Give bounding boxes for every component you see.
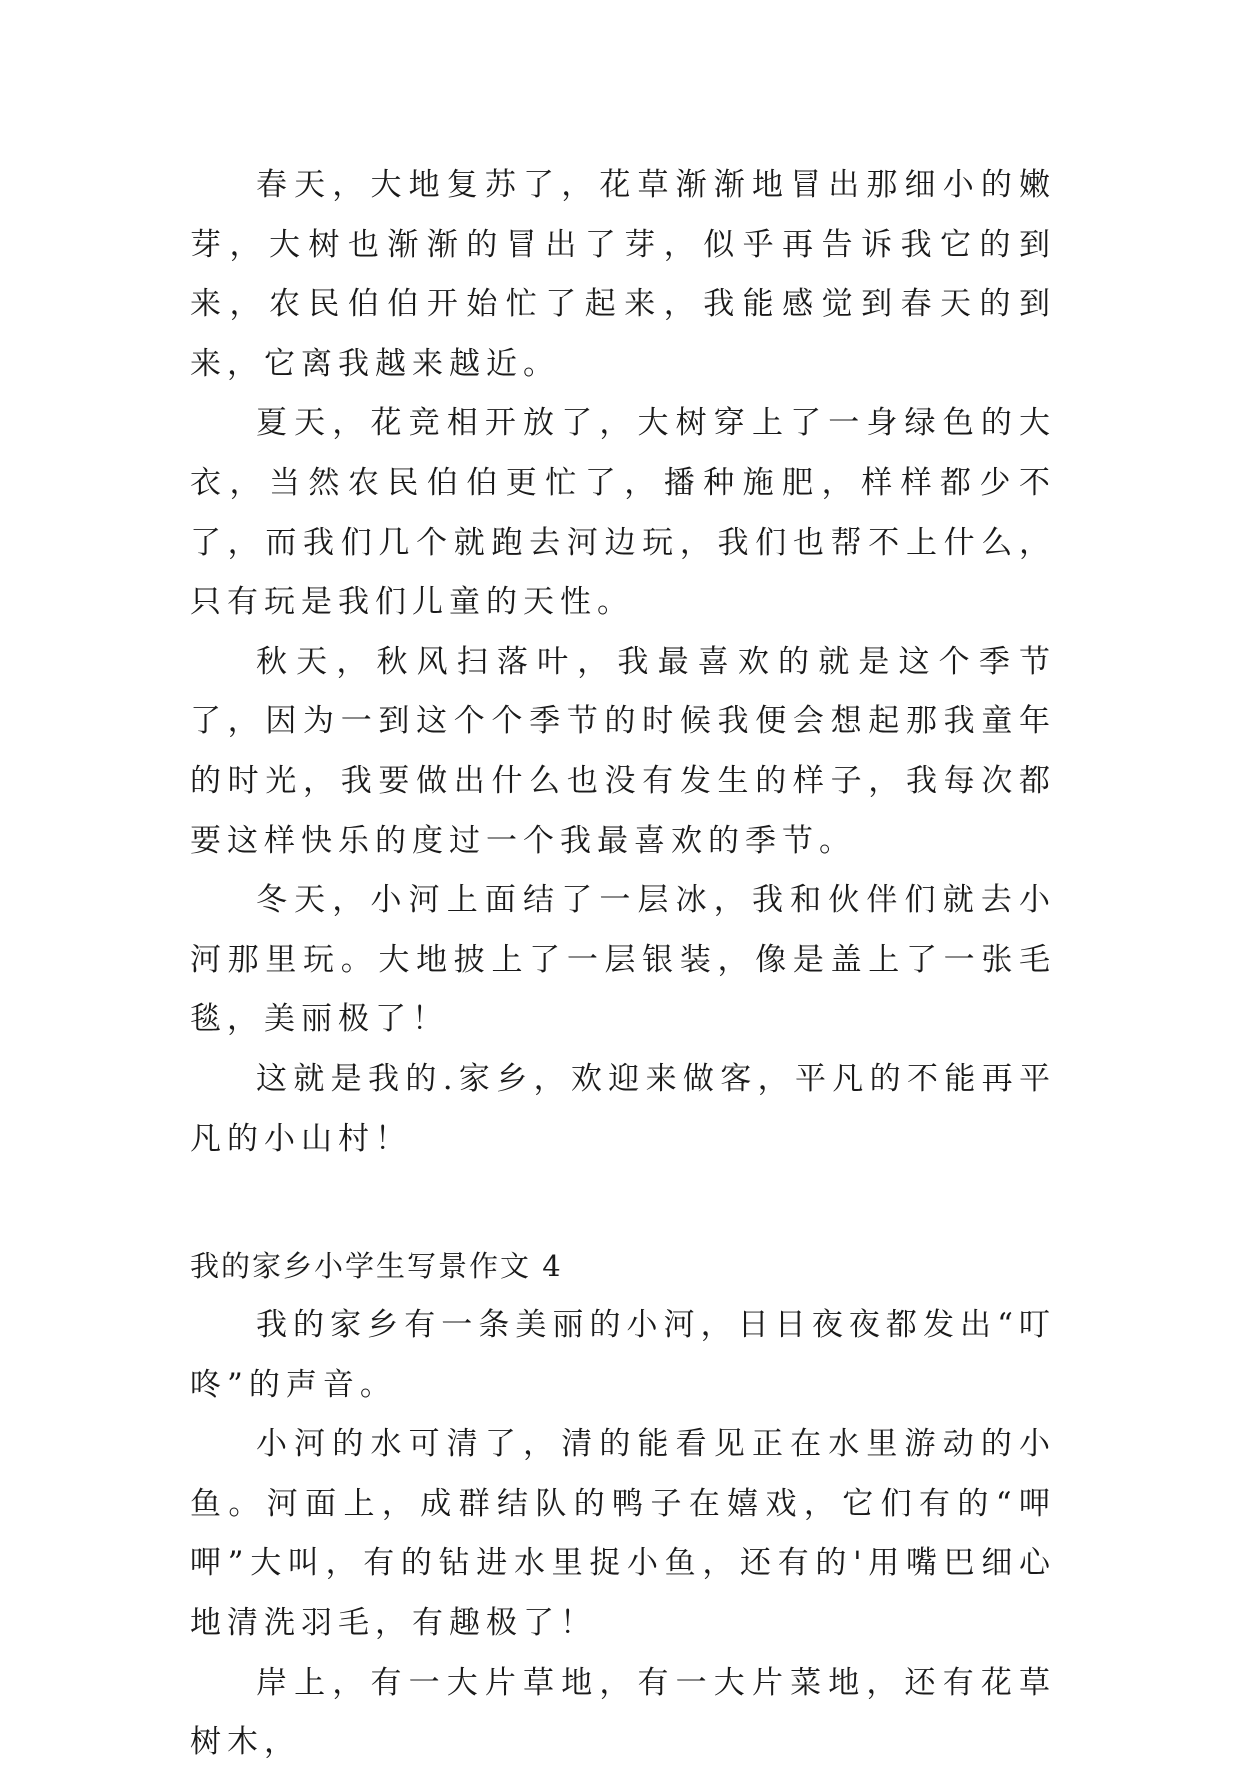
- paragraph-winter: 冬天，小河上面结了一层冰，我和伙伴们就去小河那里玩。大地披上了一层银装，像是盖上了一张毛毯，美丽极了！: [190, 882, 1056, 1038]
- paragraph-river-intro: 我的家乡有一条美丽的小河，日日夜夜都发出“叮咚”的声音。: [190, 1307, 1056, 1403]
- paragraph-river-water: 小河的水可清了，清的能看见正在水里游动的小鱼。河面上，成群结队的鸭子在嬉戏，它们有的“呷呷”大叫，有的钻进水里捉小鱼，还有的'用嘴巴细心地清洗羽毛，有趣极了！: [190, 1426, 1056, 1642]
- paragraph-closing: 这就是我的.家乡，欢迎来做客，平凡的不能再平凡的小山村！: [190, 1060, 1056, 1157]
- paragraph-river-bank: 岸上，有一大片草地，有一大片菜地，还有花草树木，: [190, 1664, 1056, 1761]
- paragraph-autumn: 秋天，秋风扫落叶，我最喜欢的就是这个季节了，因为一到这个个季节的时候我便会想起那我童年的时光，我要做出什么也没有发生的样子，我每次都要这样快乐的度过一个我最喜欢的季节。: [190, 643, 1056, 859]
- essay-heading: 我的家乡小学生写景作文 4: [190, 1249, 563, 1284]
- document-body: [190, 156, 1056, 1773]
- paragraph-spring: 春天，大地复苏了，花草渐渐地冒出那细小的嫩芽，大树也渐渐的冒出了芽，似乎再告诉我它的到来，农民伯伯开始忙了起来，我能感觉到春天的到来，它离我越来越近。: [190, 167, 1056, 382]
- paragraph-summer: 夏天，花竞相开放了，大树穿上了一身绿色的大衣，当然农民伯伯更忙了，播种施肥，样样都少不了，而我们几个就跑去河边玩，我们也帮不上什么，只有玩是我们儿童的天性。: [190, 405, 1056, 621]
